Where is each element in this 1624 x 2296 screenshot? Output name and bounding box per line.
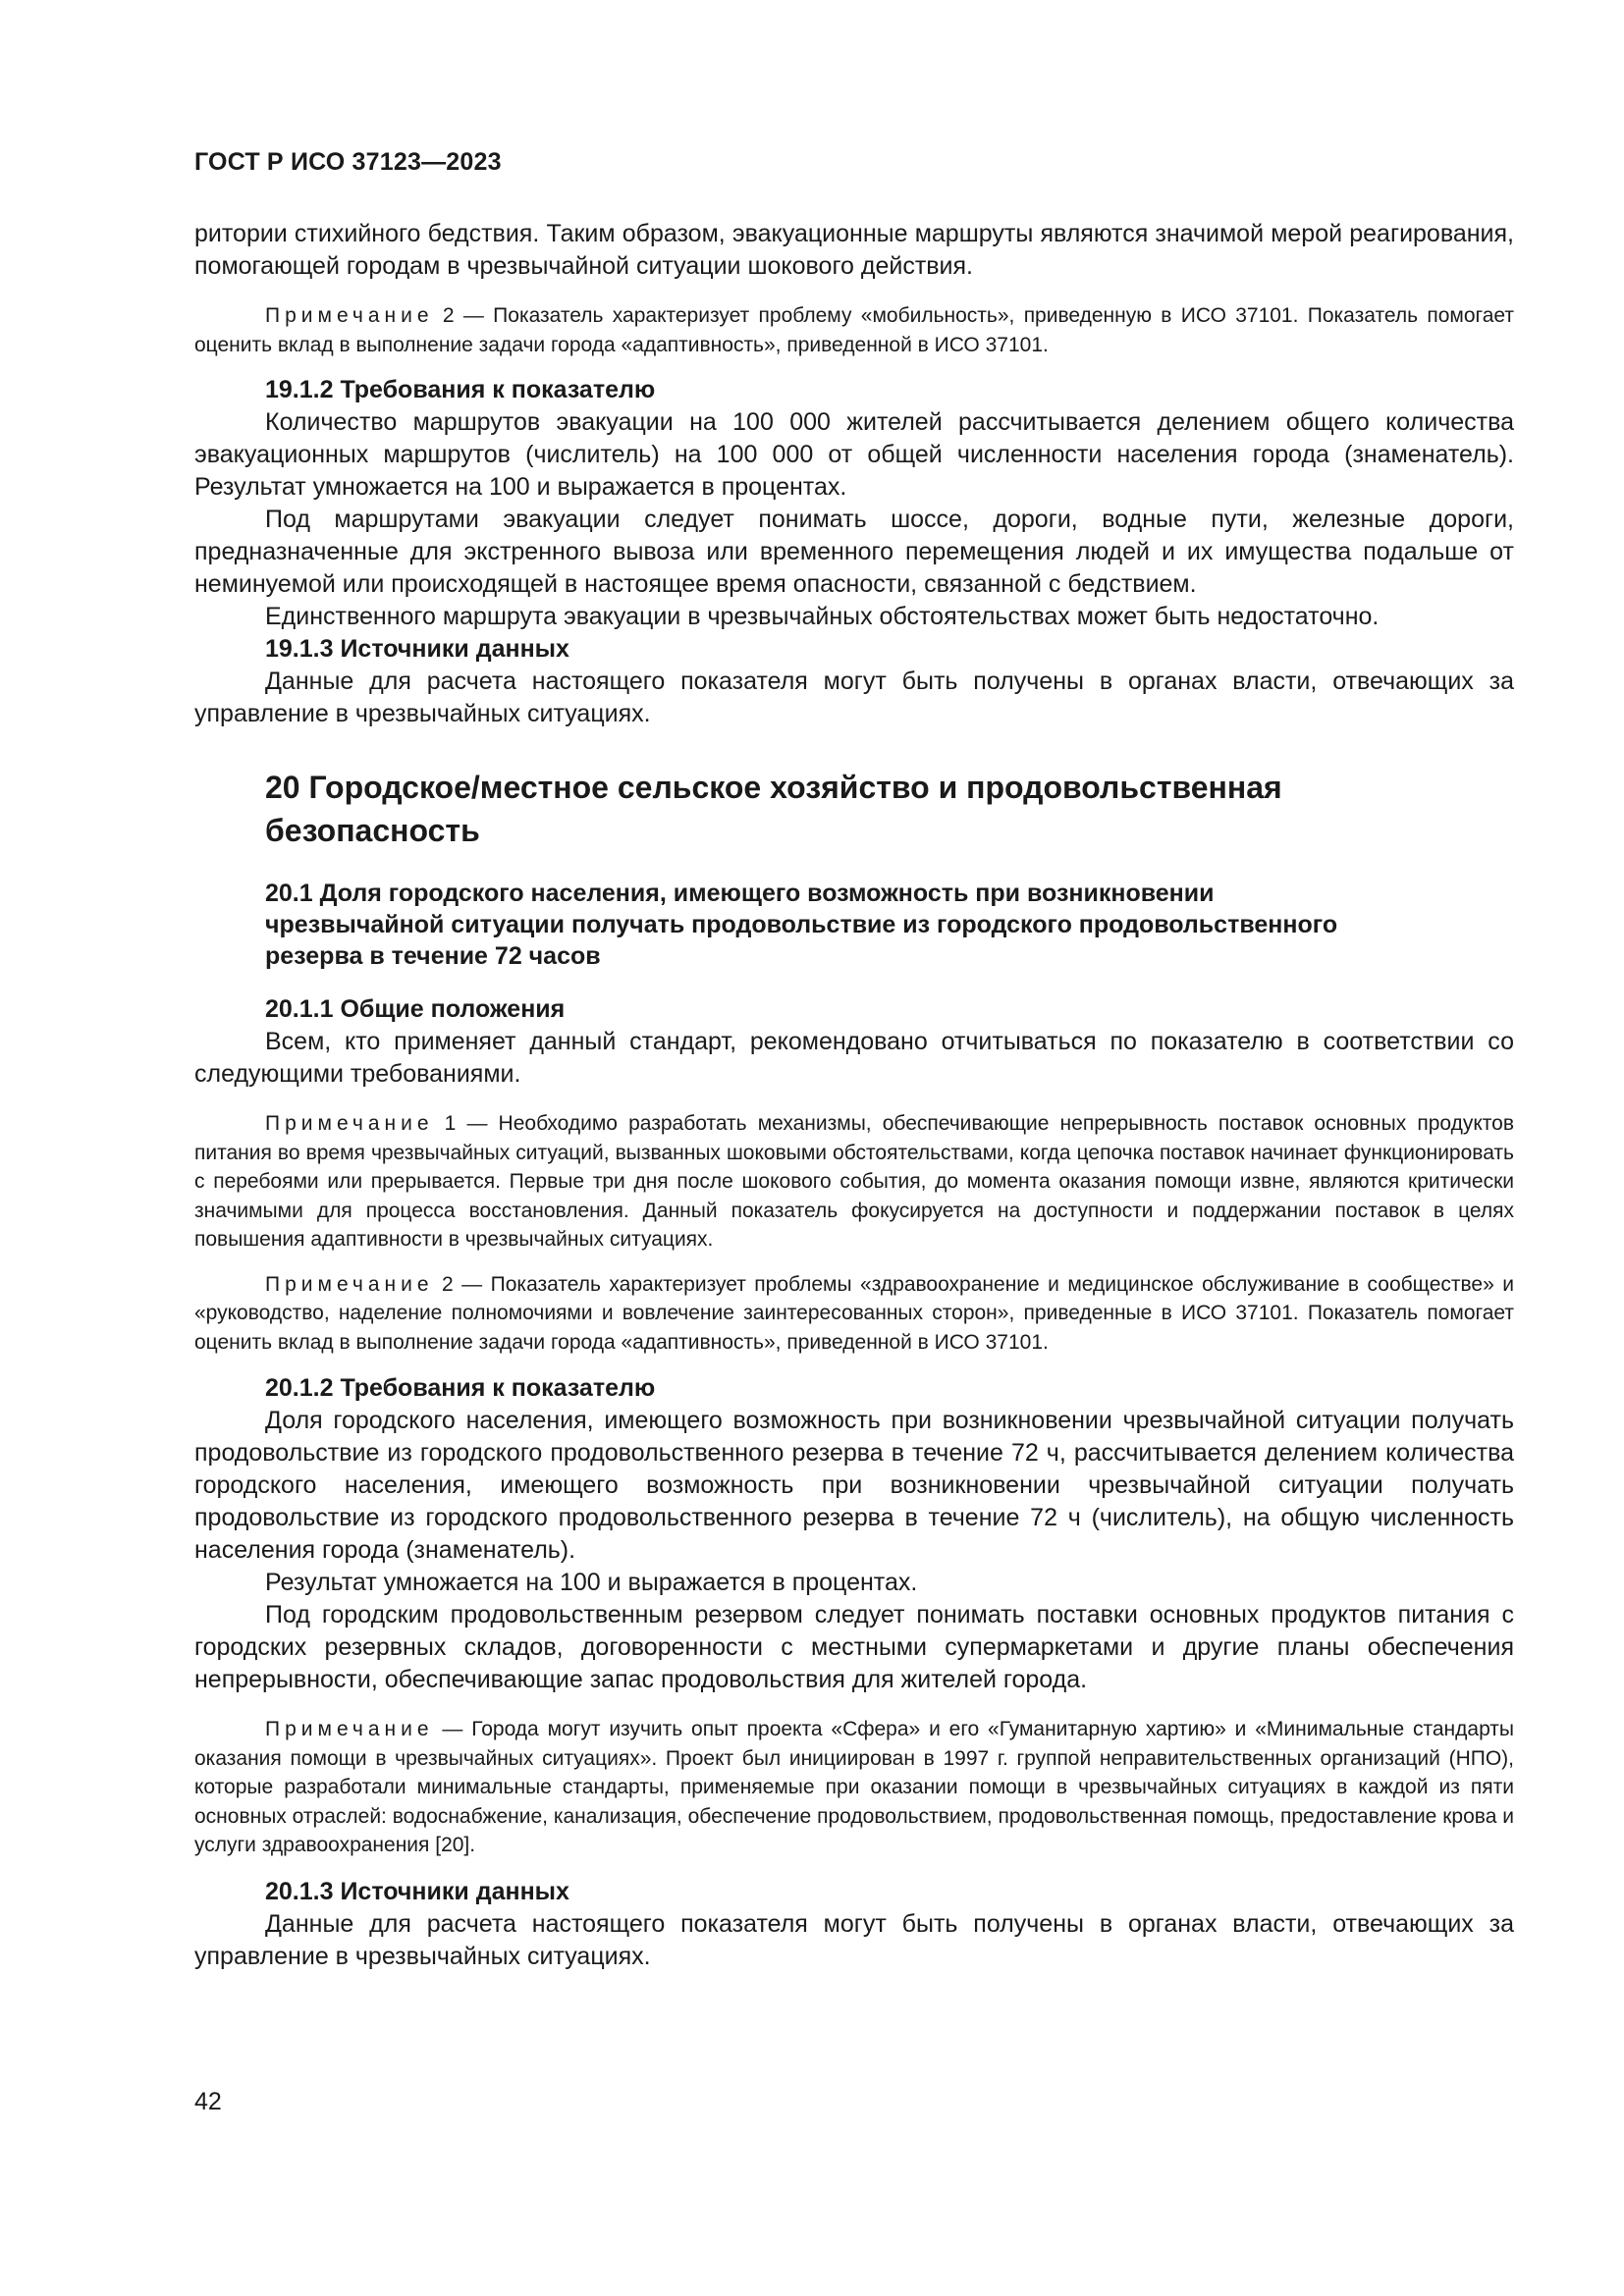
note-label: Примечание [265, 1272, 434, 1296]
note-20-1-1-1 [194, 1109, 1514, 1255]
paragraph-20-1-3-1: Данные для расчета настоящего показателя могут быть получены в органах власти, отвечающих за управление в чрезвычайных ситуациях. [194, 1909, 1514, 1970]
heading-section-20-line1: 20 Городское/местное сельское хозяйство и продовольственная [265, 770, 1282, 805]
paragraph-20-1-2-1: Доля городского населения, имеющего возможность при возникновении чрезвычайной ситуации получать продовольствие из городского продовольственного резерва в течение 72 ч, рассчитывается делением количества городского населения, имеющего возможность при возникновении чрезвычайной ситуации получать продовольствие из городского продовольственного резерва в течение 72 ч (числитель), на общую численность населения города (знаменатель). [194, 1407, 1514, 1564]
heading-20-1-line2: чрезвычайной ситуации получать продовольствие из городского продовольственного [265, 911, 1338, 938]
note-text: — Города могут изучить опыт проекта «Сфера» и его «Гуманитарную хартию» и «Минимальные стандарты оказания помощи в чрезвычайных ситуациях». Проект был инициирован в 1997 г. группой неправительственных организаций (НПО), которые разработали минимальные стандарты, применяемые при оказании помощи в чрезвычайных ситуациях в каждой из пяти основных отраслей: водоснабжение, канализация, обеспечение продовольствием, продовольственная помощь, предоставление крова и услуги здравоохранения [20]. [194, 1718, 1514, 1856]
paragraph-19-1-2-1: Количество маршрутов эвакуации на 100 000 жителей рассчитывается делением общего количества эвакуационных маршрутов (числитель) на 100 000 от общей численности населения города (знаменатель). Результат умножается на 100 и выражается в процентах. [194, 408, 1514, 501]
document-header: ГОСТ Р ИСО 37123—2023 [194, 148, 502, 176]
continued-paragraph: ритории стихийного бедствия. Таким образом, эвакуационные маршруты являются значимой мерой реагирования, помогающей городам в чрезвычайной ситуации шокового действия. [194, 220, 1514, 280]
note-text: 2 — Показатель характеризует проблему «мобильность», приведенную в ИСО 37101. Показатель помогает оценить вклад в выполнение задачи города «адаптивность», приведенной в ИСО 37101. [194, 304, 1514, 356]
note-label: Примечание [265, 1718, 434, 1740]
heading-20-1-line1: 20.1 Доля городского населения, имеющего возможность при возникновении [265, 880, 1215, 907]
note-text: 2 — Показатель характеризует проблемы «здравоохранение и медицинское обслуживание в сообществе» и «руководство, наделение полномочиями и вовлечение заинтересованных сторон», приведенные в ИСО 37101. Показатель помогает оценить вклад в выполнение задачи города «адаптивность», приведенной в ИСО 37101. [194, 1272, 1514, 1354]
page-number: 42 [194, 2088, 222, 2115]
note-label: Примечание [265, 304, 434, 327]
heading-20-1-2: 20.1.2 Требования к показателю [265, 1374, 656, 1402]
note-20-1-1-2 [194, 1270, 1514, 1358]
heading-section-20 [194, 766, 1514, 852]
heading-19-1-2: 19.1.2 Требования к показателю [265, 376, 656, 403]
page-content [194, 218, 1514, 1973]
heading-20-1-line3: резерва в течение 72 часов [265, 942, 601, 970]
heading-20-1-3: 20.1.3 Источники данных [265, 1877, 569, 1905]
heading-20-1-1: 20.1.1 Общие положения [265, 995, 566, 1023]
heading-20-1 [194, 878, 1514, 972]
paragraph-20-1-2-3: Под городским продовольственным резервом следует понимать поставки основных продуктов питания с городских резервных складов, договоренности с местными супермаркетами и другие планы обеспечения непрерывности, обеспечивающие запас продовольствия для жителей города. [194, 1601, 1514, 1693]
note-label: Примечание [265, 1112, 434, 1135]
paragraph-19-1-3-1: Данные для расчета настоящего показателя могут быть получены в органах власти, отвечающих за управление в чрезвычайных ситуациях. [194, 667, 1514, 727]
paragraph-19-1-2-2: Под маршрутами эвакуации следует понимать шоссе, дороги, водные пути, железные дороги, предназначенные для экстренного вывоза или временного перемещения людей и их имущества подальше от неминуемой или происходящей в настоящее время опасности, связанной с бедствием. [194, 506, 1514, 598]
note-text: 1 — Необходимо разработать механизмы, обеспечивающие непрерывность поставок основных продуктов питания во время чрезвычайных ситуаций, вызванных шоковыми обстоятельствами, когда цепочка поставок начинает функционировать с перебоями или прерывается. Первые три дня после шокового события, до момента оказания помощи извне, являются критически значимыми для процесса восстановления. Данный показатель фокусируется на доступности и поддержании поставок в целях повышения адаптивности в чрезвычайных ситуациях. [194, 1112, 1514, 1251]
note-20-1-2 [194, 1715, 1514, 1860]
paragraph-20-1-2-2: Результат умножается на 100 и выражается в процентах. [265, 1569, 918, 1596]
paragraph-20-1-1-1: Всем, кто применяет данный стандарт, рекомендовано отчитываться по показателю в соответствии со следующими требованиями. [194, 1028, 1514, 1088]
paragraph-19-1-2-3: Единственного маршрута эвакуации в чрезвычайных обстоятельствах может быть недостаточно. [265, 603, 1380, 630]
heading-section-20-line2: безопасность [265, 813, 480, 848]
note-19-mobility [194, 301, 1514, 359]
heading-19-1-3: 19.1.3 Источники данных [265, 635, 569, 663]
